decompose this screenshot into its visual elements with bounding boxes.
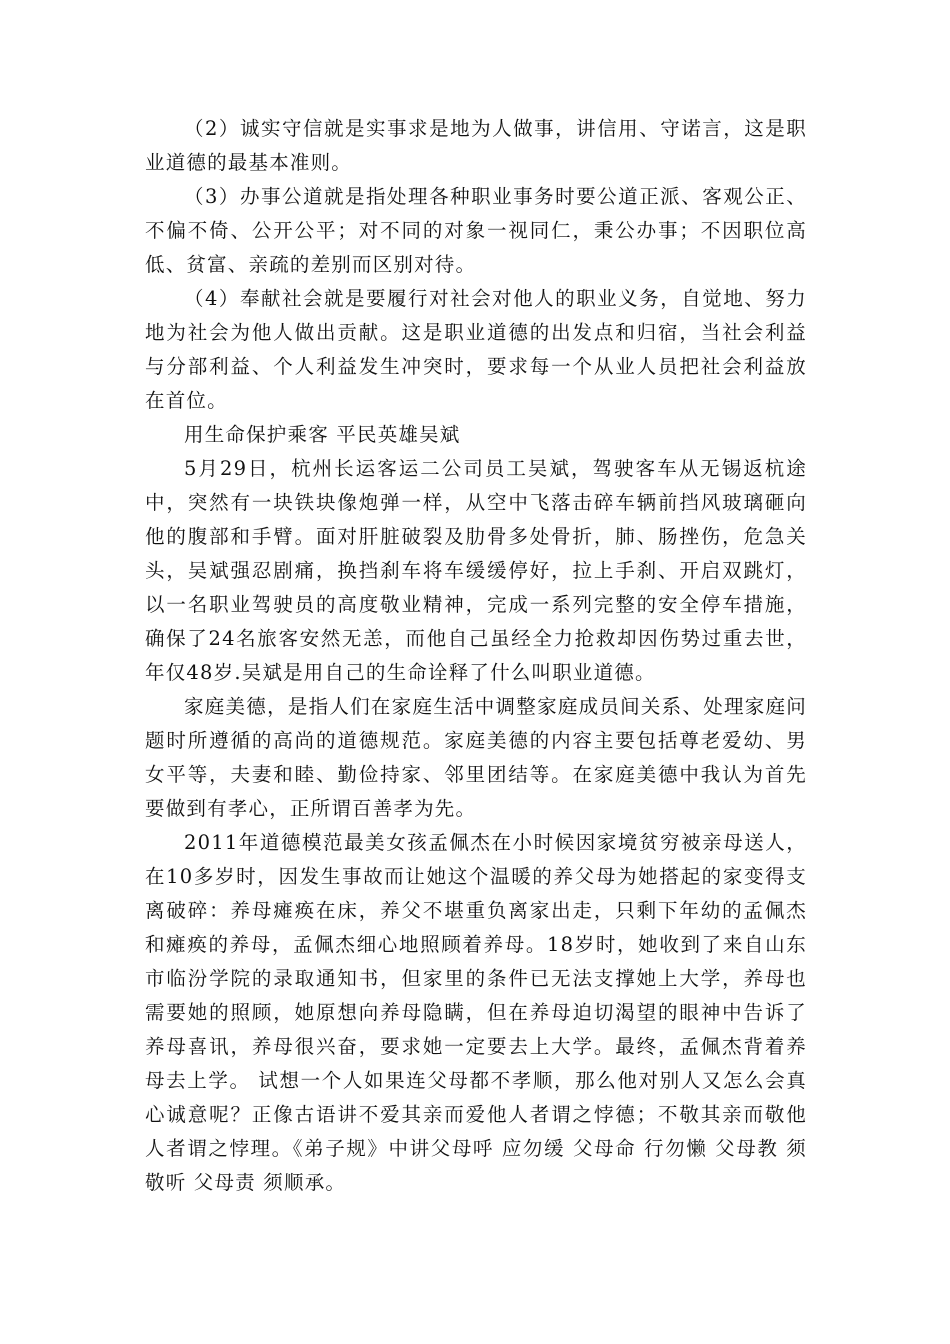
paragraph-mengpeijie-story: 2011年道德模范最美女孩孟佩杰在小时候因家境贫穷被亲母送人，在10多岁时，因发生事故而让她这个温暖的养父母为她搭起的家变得支离破碎：养母瘫痪在床，养父不堪重负离家出走，只剩下年幼的孟佩杰和瘫痪的养母，孟佩杰细心地照顾着养母。18岁时，她收到了来自山东市临汾学院的录取通知书，但家里的条件已无法支撑她上大学，养母也需要她的照顾，她原想向养母隐瞒，但在养母迫切渴望的眼神中告诉了养母喜讯，养母很兴奋，要求她一定要去上大学。最终，孟佩杰背着养母去上学。 试想一个人如果连父母都不孝顺，那么他对别人又怎么会真心诚意呢？正像古语讲不爱其亲而爱他人者谓之悖德；不敬其亲而敬他人者谓之悖理。《弟子规》中讲父母呼 应勿缓 父母命 行勿懒 父母教 须敬听 父母责 须顺承。: [145, 831, 807, 1194]
paragraph-dedication: （4）奉献社会就是要履行对社会对他人的职业义务，自觉地、努力地为社会为他人做出贡献。这是职业道德的出发点和归宿，当社会利益与分部利益、个人利益发生冲突时，要求每一个从业人员把社会利益放在首位。: [145, 287, 807, 412]
document-body: [145, 112, 807, 1200]
paragraph-wubin-story: 5月29日，杭州长运客运二公司员工吴斌，驾驶客车从无锡返杭途中，突然有一块铁块像炮弹一样，从空中飞落击碎车辆前挡风玻璃砸向他的腹部和手臂。面对肝脏破裂及肋骨多处骨折，肺、肠挫伤，危急关头，吴斌强忍剧痛，换挡刹车将车缓缓停好，拉上手刹、开启双跳灯，以一名职业驾驶员的高度敬业精神，完成一系列完整的安全停车措施，确保了24名旅客安然无恙，而他自己虽经全力抢救却因伤势过重去世，年仅48岁.吴斌是用自己的生命诠释了什么叫职业道德。: [145, 457, 807, 684]
paragraph-family-virtue: 家庭美德，是指人们在家庭生活中调整家庭成员间关系、处理家庭问题时所遵循的高尚的道德规范。家庭美德的内容主要包括尊老爱幼、男女平等，夫妻和睦、勤俭持家、邻里团结等。在家庭美德中我认为首先要做到有孝心，正所谓百善孝为先。: [145, 695, 807, 820]
section-heading-wubin: 用生命保护乘客 平民英雄吴斌: [184, 423, 461, 446]
paragraph-honesty: （2）诚实守信就是实事求是地为人做事，讲信用、守诺言，这是职业道德的最基本准则。: [145, 117, 807, 174]
paragraph-fairness: （3）办事公道就是指处理各种职业事务时要公道正派、客观公正、不偏不倚、公开公平；对不同的对象一视同仁，秉公办事；不因职位高低、贫富、亲疏的差别而区别对待。: [145, 185, 807, 276]
